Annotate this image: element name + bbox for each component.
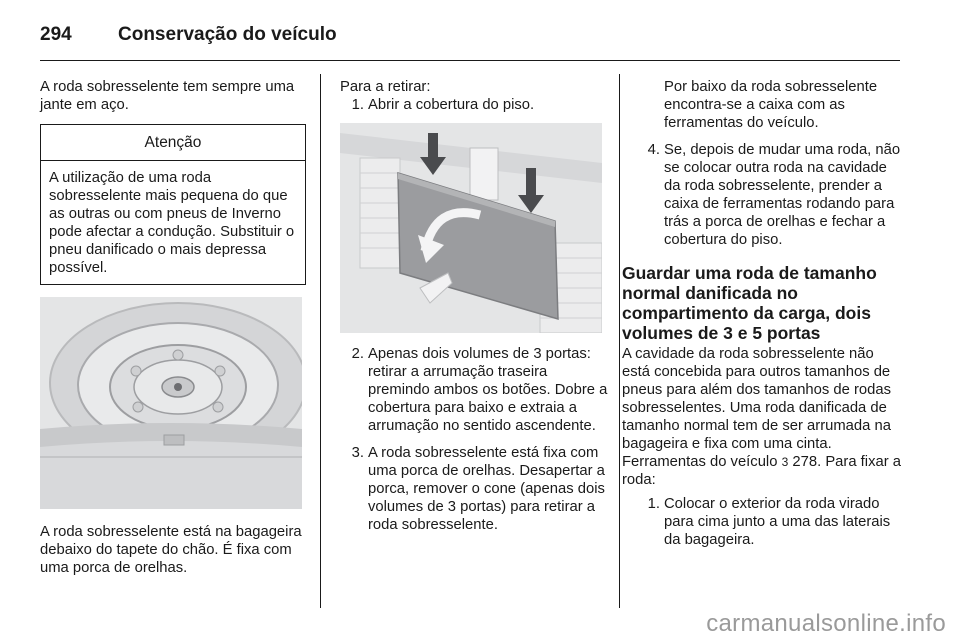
step-item: [622, 141, 904, 249]
paragraph-text: A cavidade da roda sobresselente não está concebida para outros tamanhos de pneus para além dos tamanhos de rodas sobresselentes. Uma roda danificada de tamanho normal tem de ser arrumada na bagageira e fixa com uma cinta. Ferramentas do veículo: [622, 346, 891, 470]
column-divider-2: [619, 74, 620, 608]
step-text: Colocar o exterior da roda virado para cima junto a uma das laterais da bagageira.: [664, 496, 891, 548]
steps-list-3: [622, 141, 904, 249]
column-1: [40, 78, 306, 577]
section-paragraph: [622, 345, 904, 489]
steps-list-4: [622, 495, 904, 549]
figure-caption: A roda sobresselente está na bagageira debaixo do tapete do chão. É fixa com uma porca de orelhas.: [40, 524, 302, 576]
intro-text: A roda sobresselente tem sempre uma jante em aço.: [40, 79, 295, 113]
steps-list: [340, 96, 608, 114]
step-number: 4.: [647, 142, 660, 158]
header-rule: [40, 60, 900, 61]
spare-wheel-illustration: [40, 297, 302, 509]
page-number: 294: [40, 24, 72, 45]
warning-title: Atenção: [41, 125, 305, 161]
steps-list-continued: [340, 345, 608, 534]
step-item: [340, 345, 608, 435]
step-number: 1.: [351, 97, 364, 113]
column-divider-1: [320, 74, 321, 608]
step-number: 2.: [351, 346, 364, 362]
steps-intro: Para a retirar:: [340, 79, 431, 95]
warning-box: [40, 124, 306, 285]
column-3: [622, 78, 904, 558]
continued-text: Por baixo da roda sobresselente encontra-se a caixa com as ferramentas do veículo.: [664, 79, 878, 131]
page-header: [40, 14, 900, 54]
watermark: carmanualsonline.info: [706, 610, 946, 637]
paragraph-end-text: . Para fixar a roda:: [622, 454, 901, 488]
step-number: 3.: [351, 445, 364, 461]
step-text: A roda sobresselente está fixa com uma porca de orelhas. Desapertar a porca, remover o cone (apenas dois volumes de 3 portas) para retirar a roda sobresselente.: [368, 445, 605, 533]
page-title: Conservação do veículo: [118, 24, 337, 45]
floor-cover-illustration: [340, 123, 602, 333]
step-item: [340, 96, 608, 114]
cross-reference-icon: 3: [781, 455, 789, 469]
step-item: [340, 444, 608, 534]
section-heading: Guardar uma roda de tamanho normal danificada no compartimento da carga, dois volumes de 3 e 5 portas: [622, 263, 877, 343]
column-2: [340, 78, 608, 543]
step-text: Apenas dois volumes de 3 portas: retirar a arrumação traseira premindo ambos os botões. Dobre a cobertura para baixo e extraia a arrumação no sentido ascendente.: [368, 346, 608, 434]
step-number: 1.: [647, 496, 660, 512]
step-text: Abrir a cobertura do piso.: [368, 97, 535, 113]
warning-body: A utilização de uma roda sobresselente mais pequena do que as outras ou com pneus de Inverno pode afectar a condução. Substituir o pneu danificado o mais depressa possível.: [49, 170, 295, 276]
step-text: Se, depois de mudar uma roda, não se colocar outra roda na cavidade da roda sobresselente, prender a caixa de ferramentas rodando para trás a porca de orelhas e fechar a cobertura do piso.: [664, 142, 901, 248]
step-item: [622, 495, 904, 549]
cross-reference-page[interactable]: 278: [792, 454, 818, 470]
